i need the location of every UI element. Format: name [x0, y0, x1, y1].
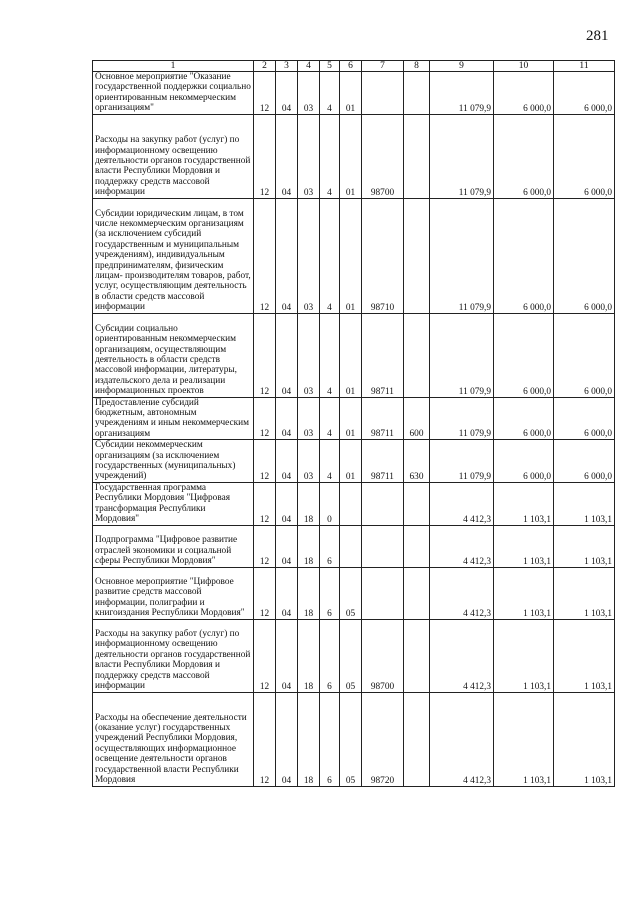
page-number: 281 — [586, 28, 609, 44]
cell-col-5: 6 — [320, 567, 340, 619]
cell-col-6 — [340, 525, 362, 567]
cell-col-3: 04 — [276, 114, 298, 198]
column-header-6: 6 — [340, 61, 362, 72]
cell-col-4: 03 — [298, 397, 320, 440]
cell-col-4: 03 — [298, 313, 320, 397]
cell-col-8 — [404, 198, 430, 313]
row-description: Основное мероприятие "Цифровое развитие средств массовой информации, полиграфии и книгоиздания Республики Мордовия" — [93, 567, 254, 619]
cell-col-5: 4 — [320, 440, 340, 483]
cell-col-11: 6 000,0 — [554, 198, 615, 313]
row-description: Расходы на закупку работ (услуг) по информационному освещению деятельности органов государственной власти Республики Мордовия и поддержку средств массовой информации — [93, 114, 254, 198]
cell-col-10: 1 103,1 — [494, 692, 554, 786]
cell-col-10: 6 000,0 — [494, 72, 554, 115]
cell-col-7: 98711 — [362, 397, 404, 440]
cell-col-9: 4 412,3 — [430, 619, 494, 692]
cell-col-7: 98710 — [362, 198, 404, 313]
cell-col-6: 01 — [340, 313, 362, 397]
cell-col-3: 04 — [276, 619, 298, 692]
cell-col-3: 04 — [276, 313, 298, 397]
cell-col-3: 04 — [276, 482, 298, 525]
cell-col-9: 4 412,3 — [430, 525, 494, 567]
cell-col-5: 4 — [320, 72, 340, 115]
row-description: Расходы на закупку работ (услуг) по информационному освещению деятельности органов государственной власти Республики Мордовия и поддержку средств массовой информации — [93, 619, 254, 692]
cell-col-6 — [340, 482, 362, 525]
table-row — [93, 397, 615, 440]
cell-col-9: 11 079,9 — [430, 397, 494, 440]
cell-col-8 — [404, 72, 430, 115]
cell-col-11: 1 103,1 — [554, 482, 615, 525]
cell-col-2: 12 — [254, 198, 276, 313]
cell-col-11: 6 000,0 — [554, 313, 615, 397]
cell-col-5: 6 — [320, 619, 340, 692]
cell-col-9: 11 079,9 — [430, 313, 494, 397]
cell-col-3: 04 — [276, 72, 298, 115]
cell-col-2: 12 — [254, 397, 276, 440]
column-header-3: 3 — [276, 61, 298, 72]
cell-col-10: 6 000,0 — [494, 198, 554, 313]
cell-col-5: 4 — [320, 397, 340, 440]
cell-col-4: 03 — [298, 440, 320, 483]
cell-col-5: 4 — [320, 114, 340, 198]
column-header-8: 8 — [404, 61, 430, 72]
cell-col-5: 4 — [320, 198, 340, 313]
cell-col-8 — [404, 567, 430, 619]
cell-col-7: 98700 — [362, 114, 404, 198]
column-header-5: 5 — [320, 61, 340, 72]
row-description: Расходы на обеспечение деятельности (оказание услуг) государственных учреждений Республики Мордовия, осуществляющих информационное освещение деятельности органов государственной власти Республики Мордовия — [93, 692, 254, 786]
cell-col-3: 04 — [276, 692, 298, 786]
budget-table — [92, 60, 615, 787]
cell-col-11: 1 103,1 — [554, 619, 615, 692]
cell-col-11: 1 103,1 — [554, 525, 615, 567]
cell-col-7 — [362, 482, 404, 525]
cell-col-8: 600 — [404, 397, 430, 440]
cell-col-10: 1 103,1 — [494, 525, 554, 567]
cell-col-2: 12 — [254, 72, 276, 115]
cell-col-7 — [362, 72, 404, 115]
cell-col-8: 630 — [404, 440, 430, 483]
cell-col-8 — [404, 482, 430, 525]
cell-col-6: 01 — [340, 198, 362, 313]
cell-col-4: 18 — [298, 482, 320, 525]
table-row — [93, 440, 615, 483]
cell-col-11: 6 000,0 — [554, 397, 615, 440]
cell-col-10: 1 103,1 — [494, 482, 554, 525]
cell-col-7: 98720 — [362, 692, 404, 786]
cell-col-3: 04 — [276, 198, 298, 313]
row-description: Подпрограмма "Цифровое развитие отраслей экономики и социальной сферы Республики Мордовия" — [93, 525, 254, 567]
cell-col-5: 0 — [320, 482, 340, 525]
cell-col-5: 6 — [320, 525, 340, 567]
cell-col-6: 01 — [340, 72, 362, 115]
cell-col-10: 1 103,1 — [494, 619, 554, 692]
row-description: Субсидии юридическим лицам, в том числе некоммерческим организациям (за исключением субсидий государственным и муниципальным учреждениям), индивидуальным предпринимателям, физическим лицам- производителям товаров, работ, услуг, осуществляющим деятельность в области средств массовой информации — [93, 198, 254, 313]
table-row — [93, 313, 615, 397]
cell-col-2: 12 — [254, 525, 276, 567]
cell-col-4: 03 — [298, 72, 320, 115]
cell-col-8 — [404, 525, 430, 567]
cell-col-5: 6 — [320, 692, 340, 786]
row-description: Субсидии социально ориентированным некоммерческим организациям, осуществляющим деятельность в области средств массовой информации, литературы, издательского дела и реализации информационных проектов — [93, 313, 254, 397]
cell-col-9: 11 079,9 — [430, 198, 494, 313]
cell-col-11: 1 103,1 — [554, 567, 615, 619]
cell-col-8 — [404, 692, 430, 786]
cell-col-4: 18 — [298, 567, 320, 619]
table-row — [93, 72, 615, 115]
cell-col-6: 01 — [340, 397, 362, 440]
cell-col-2: 12 — [254, 313, 276, 397]
cell-col-7: 98700 — [362, 619, 404, 692]
cell-col-4: 18 — [298, 525, 320, 567]
cell-col-2: 12 — [254, 114, 276, 198]
cell-col-11: 1 103,1 — [554, 692, 615, 786]
cell-col-4: 03 — [298, 198, 320, 313]
row-description: Субсидии некоммерческим организациям (за исключением государственных (муниципальных) учреждений) — [93, 440, 254, 483]
cell-col-8 — [404, 313, 430, 397]
cell-col-3: 04 — [276, 440, 298, 483]
cell-col-6: 05 — [340, 567, 362, 619]
cell-col-9: 11 079,9 — [430, 72, 494, 115]
cell-col-4: 03 — [298, 114, 320, 198]
table-row — [93, 692, 615, 786]
cell-col-9: 4 412,3 — [430, 482, 494, 525]
table-row — [93, 619, 615, 692]
cell-col-9: 4 412,3 — [430, 692, 494, 786]
cell-col-2: 12 — [254, 692, 276, 786]
cell-col-6: 01 — [340, 114, 362, 198]
cell-col-3: 04 — [276, 525, 298, 567]
cell-col-6: 05 — [340, 619, 362, 692]
row-description: Предоставление субсидий бюджетным, автономным учреждениям и иным некоммерческим организациям — [93, 397, 254, 440]
cell-col-8 — [404, 619, 430, 692]
table-row — [93, 567, 615, 619]
cell-col-10: 6 000,0 — [494, 397, 554, 440]
row-description: Государственная программа Республики Мордовия "Цифровая трансформация Республики Мордовия" — [93, 482, 254, 525]
table-row — [93, 114, 615, 198]
cell-col-7: 98711 — [362, 440, 404, 483]
cell-col-7 — [362, 567, 404, 619]
column-header-1: 1 — [93, 61, 254, 72]
column-header-2: 2 — [254, 61, 276, 72]
cell-col-11: 6 000,0 — [554, 114, 615, 198]
cell-col-10: 6 000,0 — [494, 114, 554, 198]
cell-col-2: 12 — [254, 567, 276, 619]
cell-col-9: 4 412,3 — [430, 567, 494, 619]
table-row — [93, 525, 615, 567]
cell-col-7 — [362, 525, 404, 567]
column-header-9: 9 — [430, 61, 494, 72]
cell-col-4: 18 — [298, 692, 320, 786]
cell-col-6: 01 — [340, 440, 362, 483]
cell-col-10: 1 103,1 — [494, 567, 554, 619]
column-header-11: 11 — [554, 61, 615, 72]
table-header-row — [93, 61, 615, 72]
cell-col-11: 6 000,0 — [554, 72, 615, 115]
column-header-10: 10 — [494, 61, 554, 72]
column-header-4: 4 — [298, 61, 320, 72]
cell-col-10: 6 000,0 — [494, 440, 554, 483]
cell-col-4: 18 — [298, 619, 320, 692]
cell-col-6: 05 — [340, 692, 362, 786]
cell-col-2: 12 — [254, 440, 276, 483]
cell-col-5: 4 — [320, 313, 340, 397]
cell-col-3: 04 — [276, 397, 298, 440]
row-description: Основное мероприятие "Оказание государственной поддержки социально ориентированным некоммерческим организациям" — [93, 72, 254, 115]
cell-col-11: 6 000,0 — [554, 440, 615, 483]
column-header-7: 7 — [362, 61, 404, 72]
cell-col-10: 6 000,0 — [494, 313, 554, 397]
cell-col-2: 12 — [254, 619, 276, 692]
cell-col-8 — [404, 114, 430, 198]
cell-col-2: 12 — [254, 482, 276, 525]
cell-col-3: 04 — [276, 567, 298, 619]
cell-col-9: 11 079,9 — [430, 114, 494, 198]
cell-col-7: 98711 — [362, 313, 404, 397]
cell-col-9: 11 079,9 — [430, 440, 494, 483]
table-row — [93, 482, 615, 525]
table-row — [93, 198, 615, 313]
